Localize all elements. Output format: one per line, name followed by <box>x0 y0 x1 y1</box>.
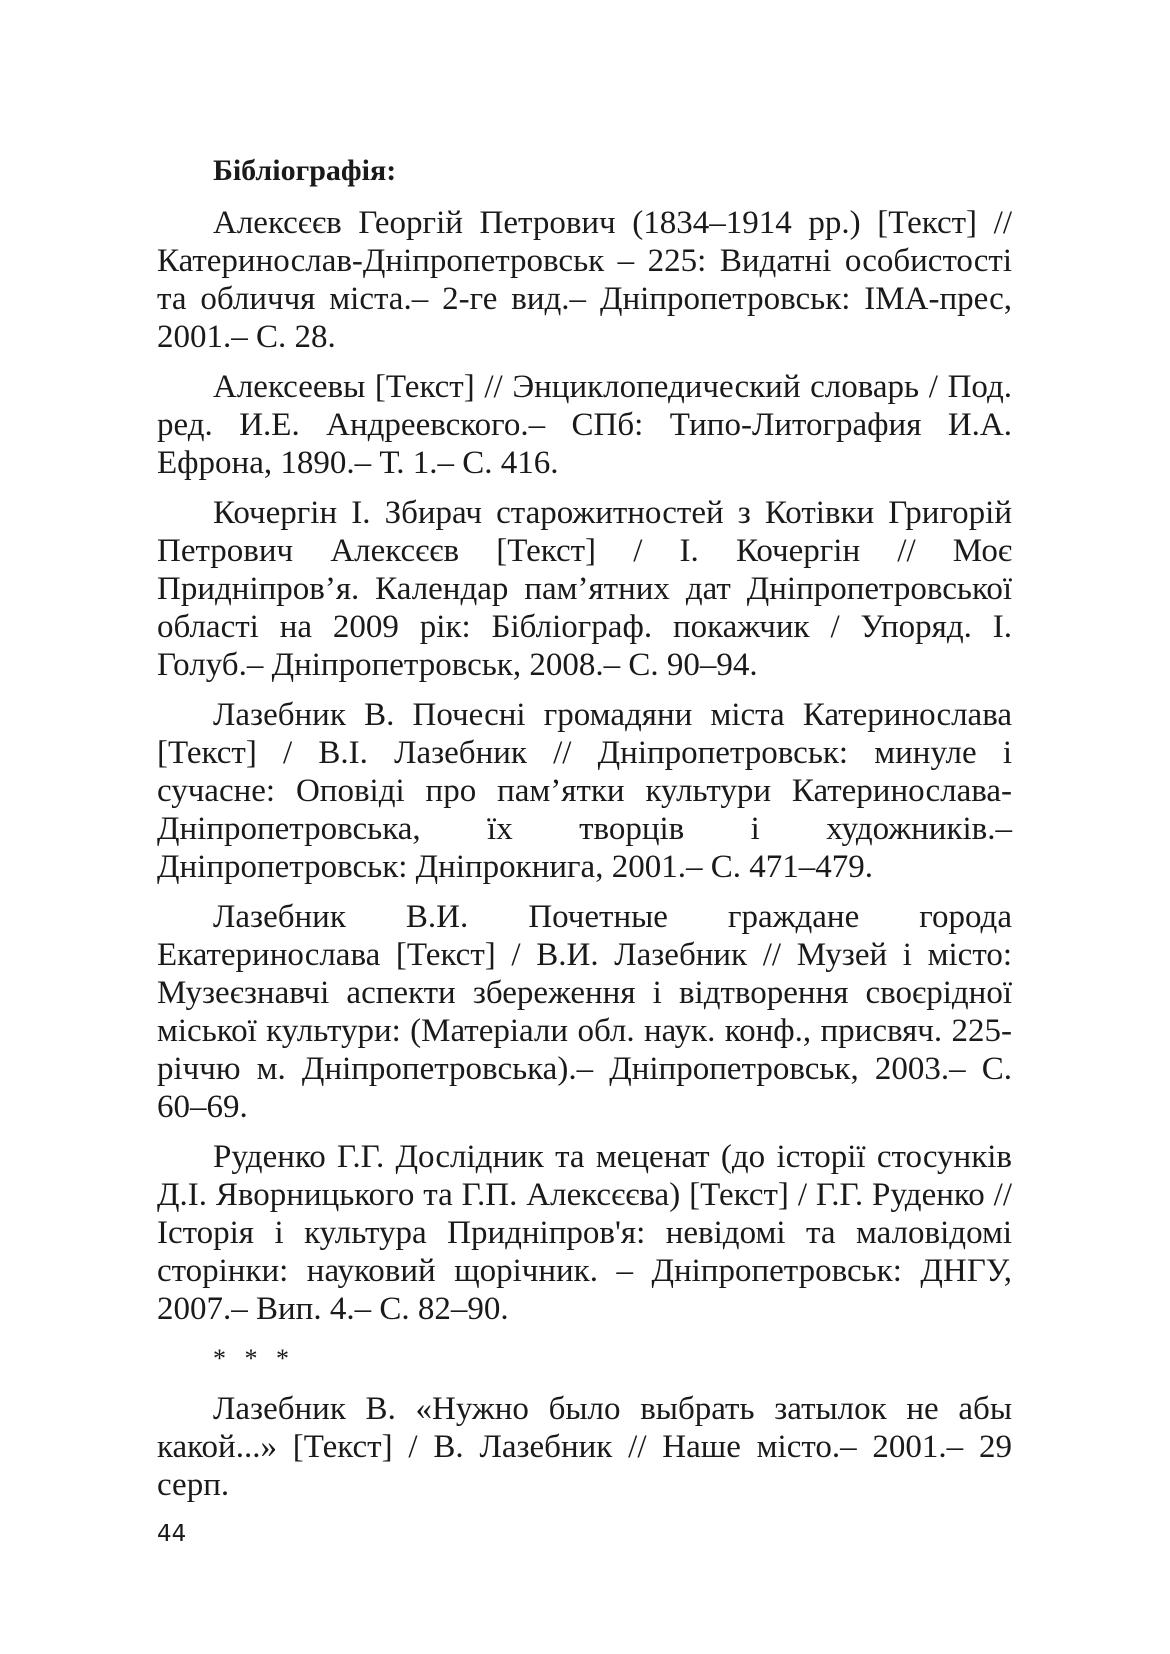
section-separator: * * * <box>213 1344 295 1373</box>
bibliography-entry: Лазебник В. Почесні громадяни міста Катеринослава [Текст] / В.І. Лазебник // Дніпропетровськ: минуле і сучасне: Оповіді про пам’ятки культури Катеринослава-Дніпропетровська, їх творців і художників.– Дніпропетровськ: Дніпрокнига, 2001.– С. 471–479. <box>157 697 1012 885</box>
bibliography-entry: Лазебник В.И. Почетные граждане города Екатеринослава [Текст] / В.И. Лазебник // Музей і місто: Музеєзнавчі аспекти збереження і відтворення своєрідної міської культури: (Матеріали обл. наук. конф., присвяч. 225-річчю м. Дніпропетровська).– Дніпропетровськ, 2003.– С. 60–69. <box>157 899 1012 1125</box>
bibliography-entry: Алексеевы [Текст] // Энциклопедический словарь / Под. ред. И.Е. Андреевского.– СПб: Типо-Литография И.А. Ефрона, 1890.– Т. 1.– С. 416. <box>157 369 1012 481</box>
bibliography-entry: Руденко Г.Г. Дослідник та меценат (до історії стосунків Д.І. Яворницького та Г.П. Алексєєва) [Текст] / Г.Г. Руденко // Історія і культура Придніпров'я: невідомі та маловідомі сторінки: науковий щорічник. – Дніпропетровськ: ДНГУ, 2007.– Вип. 4.– С. 82–90. <box>157 1139 1012 1327</box>
bibliography-entry: Лазебник В. «Нужно было выбрать затылок не абы какой...» [Текст] / В. Лазебник // Наше місто.– 2001.– 29 серп. <box>157 1391 1012 1503</box>
bibliography-entry: Алексєєв Георгій Петрович (1834–1914 рр.) [Текст] // Катеринослав-Дніпропетровськ – 225: Видатні особистості та обличчя міста.– 2-ге вид.– Дніпропетровськ: ІМА-прес, 2001.– С. 28. <box>157 205 1012 355</box>
bibliography-entry: Кочергін І. Збирач старожитностей з Котівки Григорій Петрович Алексєєв [Текст] / І. Кочергін // Моє Придніпров’я. Календар пам’ятних дат Дніпропетровської області на 2009 рік: Бібліограф. покажчик / Упоряд. І. Голуб.– Дніпропетровськ, 2008.– С. 90–94. <box>157 495 1012 683</box>
bibliography-section <box>157 152 1012 1516</box>
bibliography-heading: Бібліографія: <box>213 154 397 187</box>
page-number: 44 <box>157 1521 187 1547</box>
